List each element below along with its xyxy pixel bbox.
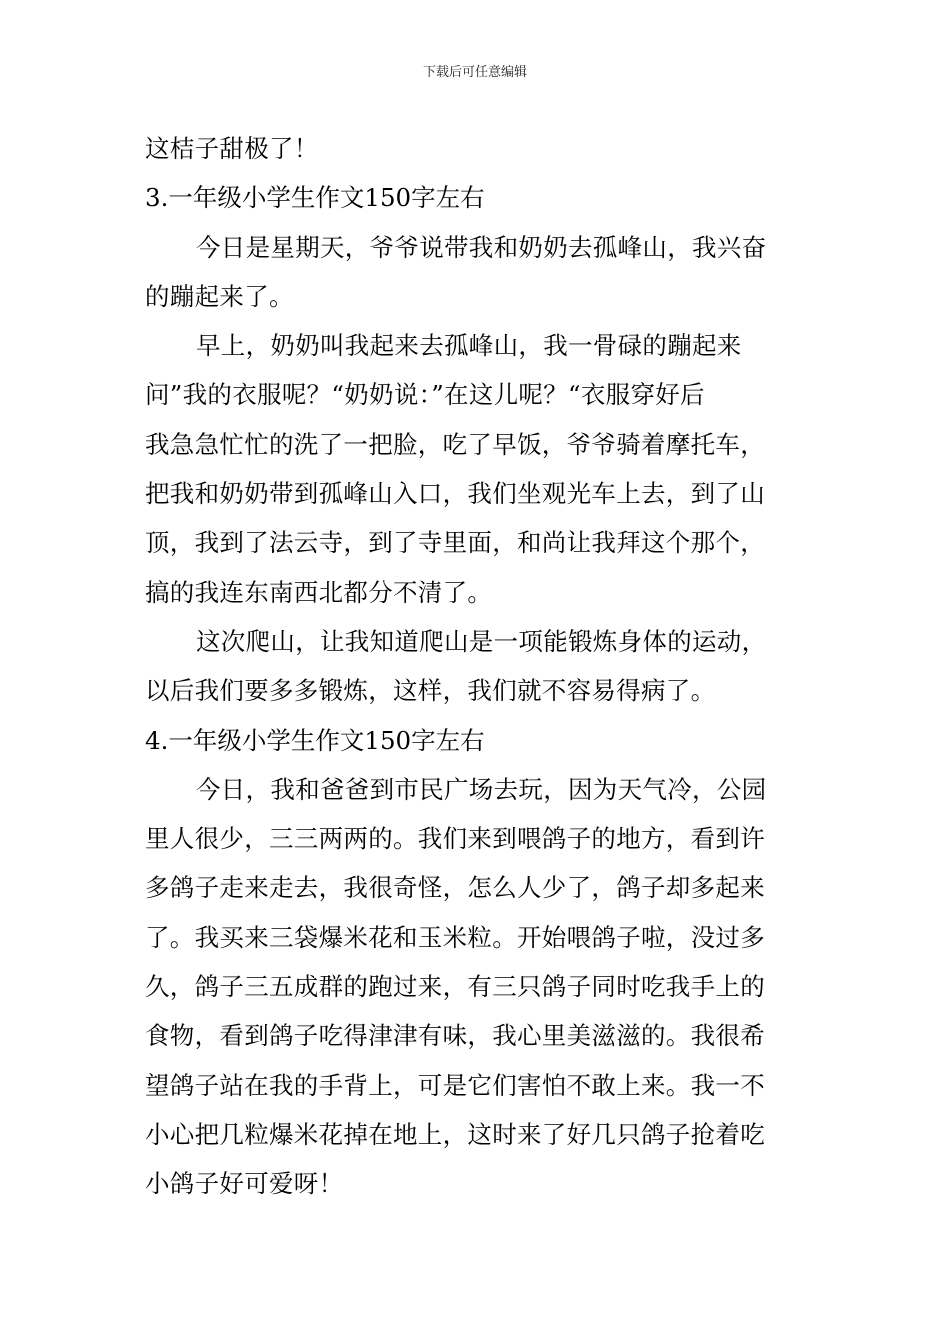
text-line: 问”我的衣服呢？“奶奶说：”在这儿呢？“衣服穿好后 (145, 380, 705, 410)
text-line: 小鸽子好可爱呀！ (145, 1169, 344, 1199)
text-line: 久，鸽子三五成群的跑过来，有三只鸽子同时吃我手上的 (145, 972, 765, 1002)
section-heading: 3.一年级小学生作文150字左右 (145, 183, 485, 213)
paragraph-first-line: 今日是星期天，爷爷说带我和奶奶去孤峰山，我兴奋 (196, 232, 767, 262)
text-line: 多鸽子走来走去，我很奇怪，怎么人少了，鸽子却多起来 (145, 873, 765, 903)
text-line: 里人很少，三三两两的。我们来到喂鸽子的地方，看到许 (145, 824, 765, 854)
document-body (145, 124, 810, 1209)
text-line: 我急急忙忙的洗了一把脸，吃了早饭，爷爷骑着摩托车， (145, 429, 765, 459)
section-heading: 4.一年级小学生作文150字左右 (145, 725, 485, 755)
text-line: 顶，我到了法云寺，到了寺里面，和尚让我拜这个那个， (145, 528, 765, 558)
text-line: 搞的我连东南西北都分不清了。 (145, 577, 493, 607)
text-line: 的蹦起来了。 (145, 281, 294, 311)
text-line: 这桔子甜极了！ (145, 134, 319, 163)
paragraph-first-line: 早上，奶奶叫我起来去孤峰山，我一骨碌的蹦起来 (196, 331, 742, 361)
text-line: 望鸽子站在我的手背上，可是它们害怕不敢上来。我一不 (145, 1070, 765, 1100)
text-line: 食物，看到鸽子吃得津津有味，我心里美滋滋的。我很希 (145, 1021, 765, 1051)
text-line: 把我和奶奶带到孤峰山入口，我们坐观光车上去，到了山 (145, 479, 765, 509)
page-header: 下载后可任意编辑 (422, 65, 527, 80)
text-line: 以后我们要多多锻炼，这样，我们就不容易得病了。 (145, 676, 716, 706)
paragraph-first-line: 今日，我和爸爸到市民广场去玩，因为天气冷，公园 (196, 774, 767, 804)
text-line: 了。我买来三袋爆米花和玉米粒。开始喂鸽子啦，没过多 (145, 922, 765, 952)
text-line: 小心把几粒爆米花掉在地上，这时来了好几只鸽子抢着吃 (145, 1119, 765, 1149)
paragraph-first-line: 这次爬山，让我知道爬山是一项能锻炼身体的运动， (196, 626, 767, 656)
